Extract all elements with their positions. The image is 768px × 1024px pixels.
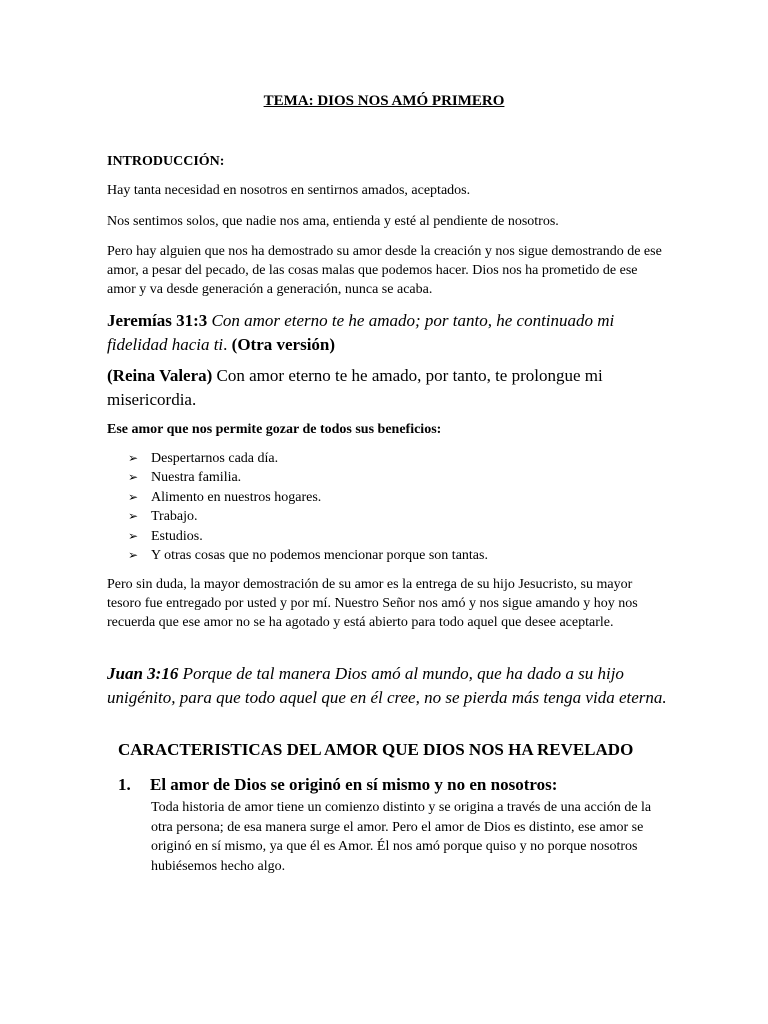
list-item — [128, 468, 648, 487]
intro-paragraph-1: Hay tanta necesidad en nosotros en sentirnos amados, aceptados. — [107, 183, 471, 198]
jeremias-text: Con amor eterno te he amado; por tanto, he continuado mi fidelidad hacia ti — [107, 311, 615, 354]
list-item — [128, 449, 648, 468]
intro-paragraph-3: Pero hay alguien que nos ha demostrado su amor desde la creación y nos sigue demostrando de ese amor, a pesar del pecado, de las cosas malas que podemos hacer. Dios nos ha prometido de ese amor y va desde generación a generación, nunca se acaba. — [107, 244, 662, 297]
reina-valera-text: Con amor eterno te he amado, por tanto, te prolongue mi misericordia. — [107, 366, 603, 409]
arrow-bullet-icon: ➢ — [128, 489, 139, 504]
document-title: TEMA: DIOS NOS AMÓ PRIMERO — [263, 93, 505, 109]
list-item-text: Y otras cosas que no podemos mencionar porque son tantas. — [151, 548, 488, 564]
arrow-bullet-icon: ➢ — [128, 548, 139, 563]
item-heading-1 — [118, 775, 557, 795]
list-item — [128, 488, 648, 507]
juan-text: Porque de tal manera Dios amó al mundo, que ha dado a su hijo unigénito, para que todo aquel que en él cree, no se pierda más tenga vida eterna. — [107, 664, 667, 707]
list-item — [128, 507, 648, 526]
jeremias-verse — [107, 309, 667, 357]
jesus-paragraph: Pero sin duda, la mayor demostración de su amor es la entrega de su hijo Jesucristo, su mayor tesoro fue entregado por usted y por mí. Nuestro Señor nos amó y nos sigue amando y hoy nos recuerda que ese amor no se ha agotado y está abierto para todo aquel que desee aceptarle. — [107, 577, 638, 630]
benefits-list — [128, 449, 648, 565]
list-item-text: Nuestra familia. — [151, 470, 242, 486]
arrow-bullet-icon: ➢ — [128, 451, 139, 465]
reina-valera-ref: (Reina Valera) — [107, 366, 213, 385]
juan-verse — [107, 662, 667, 710]
jeremias-suffix: . — [223, 335, 232, 354]
list-item — [128, 527, 648, 546]
arrow-bullet-icon: ➢ — [128, 470, 139, 485]
list-item-text: Alimento en nuestros hogares. — [151, 489, 322, 505]
item-number: 1. — [118, 775, 131, 794]
arrow-bullet-icon: ➢ — [128, 528, 139, 543]
list-item-text: Estudios. — [151, 528, 203, 544]
jeremias-version: (Otra versión) — [231, 335, 336, 354]
jeremias-ref: Jeremías 31:3 — [107, 311, 208, 330]
juan-ref: Juan 3:16 — [107, 664, 179, 683]
item-paragraph-1: Toda historia de amor tiene un comienzo distinto y se origina a través de una acción de la otra persona; de esa manera surge el amor. Pero el amor de Dios es distinto, ese amor se originó en sí mismo, ya que él es Amor. Él nos amó porque quiso y no porque nosotros hubiésemos hecho algo. — [151, 800, 652, 874]
reina-valera-verse — [107, 364, 667, 412]
list-item-text: Trabajo. — [151, 509, 198, 525]
arrow-bullet-icon: ➢ — [128, 509, 139, 524]
benefits-heading: Ese amor que nos permite gozar de todos sus beneficios: — [107, 422, 442, 437]
item-heading-text: El amor de Dios se originó en sí mismo y no en nosotros: — [150, 775, 558, 794]
intro-heading: INTRODUCCIÓN: — [107, 154, 225, 169]
section-heading: CARACTERISTICAS DEL AMOR QUE DIOS NOS HA REVELADO — [118, 740, 634, 759]
list-item — [128, 546, 648, 565]
list-item-text: Despertarnos cada día. — [151, 451, 279, 466]
intro-paragraph-2: Nos sentimos solos, que nadie nos ama, entienda y esté al pendiente de nosotros. — [107, 214, 559, 229]
